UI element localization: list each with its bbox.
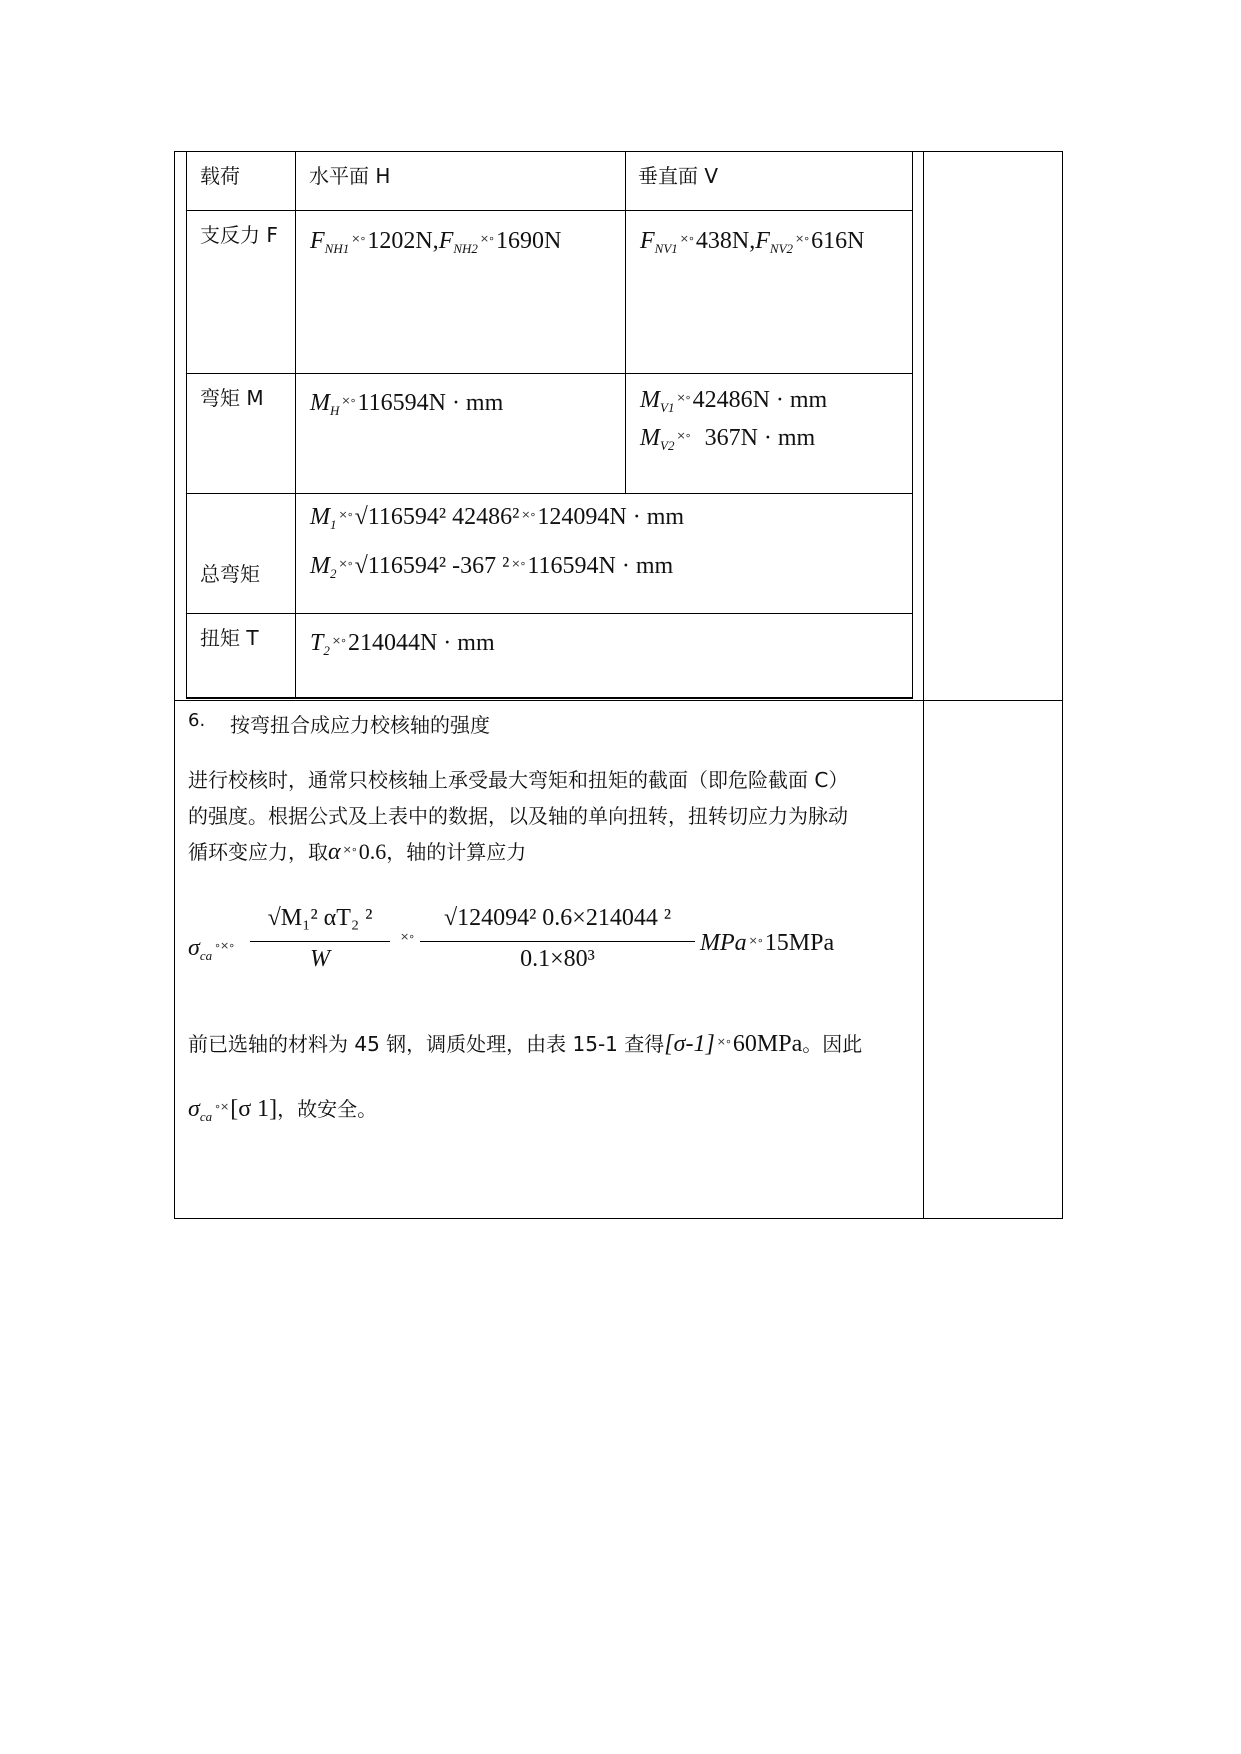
paragraph-line-1: 进行校核时，通常只校核轴上承受最大弯矩和扭矩的截面（即危险截面 C） (188, 768, 849, 792)
grid-line (186, 613, 913, 614)
paragraph-line-4: 前已选轴的材料为 45 钢，调质处理，由表 15-1 查得[σ-1] ×∘60MPa。因此 (188, 1031, 863, 1057)
torque-value: $T_2^{\times\circ}214044N$ · mm (310, 630, 495, 658)
formula-result: MPa ×∘15MPa (700, 930, 835, 956)
grid-line (186, 373, 913, 374)
paragraph-line-5: $\sigma_{ca}^{\circ\times}[\sigma$ 1]，故安全。 (188, 1096, 378, 1124)
bending-vertical-1: $M_{V1}^{\times\circ}42486N$ · mm (640, 387, 828, 415)
paragraph-line-3: 循环变应力，取α ×∘0.6，轴的计算应力 (188, 839, 527, 865)
row-label-total: 总弯矩 (200, 562, 260, 586)
grid-line (186, 493, 913, 494)
grid-line (295, 151, 296, 613)
grid-line (625, 151, 626, 493)
support-horizontal: $F_{NH1}^{\times\circ}1202N,F_{NH2}^{\times\circ}1690N$ (310, 228, 562, 256)
formula-numerator-2: √124094² 0.6×214044 ² (443, 905, 672, 931)
grid-line (186, 210, 913, 211)
support-vertical: $F_{NV1}^{\times\circ}438N,F_{NV2}^{\times\circ}616N$ (640, 228, 865, 256)
header-load: 载荷 (200, 164, 240, 188)
formula-denominator-2: 0.1×80³ (520, 946, 595, 972)
row-label-bending: 弯矩 M (200, 386, 264, 410)
total-moment-1: $M_1^{\times\circ}√116594^2$ 42486² ×∘124094N · mm (310, 504, 685, 532)
formula-denominator-1: W (310, 946, 330, 972)
fraction-bar-2 (420, 941, 695, 942)
right-column-divider (923, 151, 924, 1219)
row-label-support: 支反力 F (200, 223, 278, 247)
header-vertical: 垂直面 V (638, 164, 719, 188)
formula-eq-2: ×∘ (400, 930, 415, 943)
section-number: 6. (188, 710, 206, 731)
bending-vertical-2: $M_{V2}^{\times\circ}$ 367N · mm (640, 425, 816, 453)
header-horizontal: 水平面 H (309, 164, 391, 188)
formula-numerator-1: √M₁² αT₂ ² (267, 905, 373, 931)
section-divider (174, 700, 1063, 701)
total-moment-2: $M_2^{\times\circ}√116594^2$ -367 ² ×∘116594N · mm (310, 553, 674, 581)
row-label-torque: 扭矩 T (200, 626, 259, 650)
grid-line (295, 613, 296, 699)
paragraph-line-2: 的强度。根据公式及上表中的数据，以及轴的单向扭转，扭转切应力为脉动 (188, 804, 848, 828)
bending-horizontal: $M_H^{\times\circ}116594N$ · mm (310, 390, 504, 418)
fraction-bar-1 (250, 941, 390, 942)
formula-lhs: $\sigma_{ca}^{\circ\times\circ}$ (188, 935, 235, 963)
section-title: 按弯扭合成应力校核轴的强度 (230, 713, 490, 737)
